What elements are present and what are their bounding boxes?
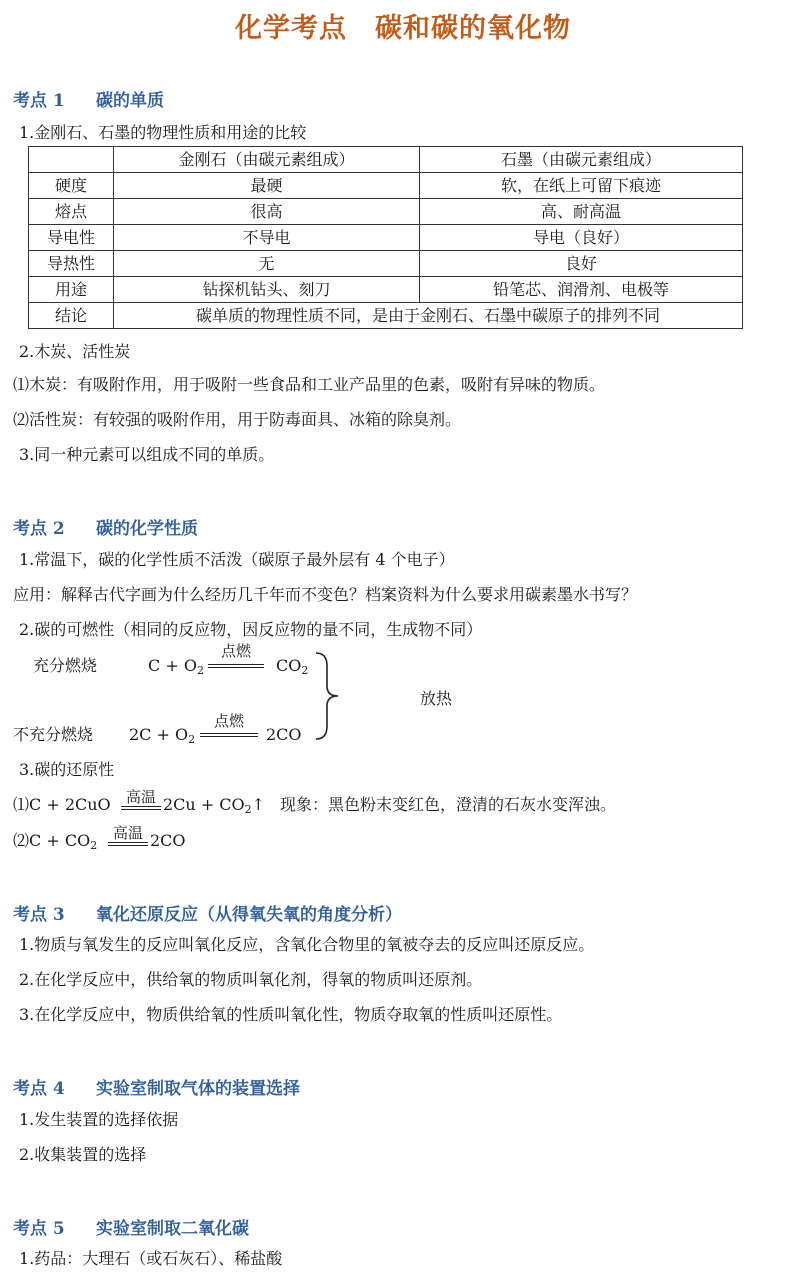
reaction-reactants: ⑵C + $CO_2$	[13, 831, 98, 852]
table-cell: 最硬	[114, 173, 420, 199]
paragraph: 3.碳的还原性	[19, 760, 115, 779]
reaction-condition: 高温	[112, 824, 143, 842]
section-4-heading	[13, 1074, 300, 1099]
section-name: 氧化还原反应（从得氧失氧的角度分析）	[96, 905, 402, 925]
table-header-cell	[29, 147, 114, 173]
heat-label: 放热	[420, 689, 453, 708]
section-number: 考点 4	[13, 1079, 65, 1099]
paragraph: 1.物质与氧发生的反应叫氧化反应，含氧化合物里的氧被夺去的反应叫还原反应。	[19, 935, 595, 954]
table-cell: 无	[114, 251, 420, 277]
table-cell: 很高	[114, 199, 420, 225]
table-cell: 熔点	[29, 199, 114, 225]
reaction-condition: 高温	[125, 788, 156, 806]
paragraph: 1.药品：大理石（或石灰石）、稀盐酸	[19, 1249, 283, 1268]
table-cell: 铅笔芯、润滑剂、电极等	[420, 277, 743, 303]
reaction-phenomenon: 现象：黑色粉末变红色，澄清的石灰水变浑浊。	[280, 795, 617, 814]
table-header-row	[29, 147, 743, 173]
right-brace-icon	[313, 650, 343, 742]
table-row	[29, 251, 743, 277]
paragraph: 应用：解释古代字画为什么经历几千年而不变色？档案资料为什么要求用碳素墨水书写？	[13, 585, 638, 604]
table-conclusion-cell: 碳单质的物理性质不同，是由于金刚石、石墨中碳原子的排列不同	[114, 303, 743, 329]
section-name: 实验室制取二氧化碳	[96, 1219, 249, 1239]
section-1-heading	[13, 86, 164, 111]
double-equals-sign	[121, 806, 161, 810]
section-name: 碳的化学性质	[96, 519, 198, 539]
reaction-label: 不充分燃烧	[13, 725, 94, 744]
paragraph: 3.同一种元素可以组成不同的单质。	[19, 445, 275, 464]
reaction-label: 充分燃烧	[33, 656, 98, 675]
table-cell: 结论	[29, 303, 114, 329]
section-2-heading	[13, 514, 198, 539]
table-cell: 硬度	[29, 173, 114, 199]
section-3-heading	[13, 900, 402, 925]
table-cell: 用途	[29, 277, 114, 303]
double-equals-sign	[108, 842, 148, 846]
section-number: 考点 5	[13, 1219, 65, 1239]
paragraph: 1.金刚石、石墨的物理性质和用途的比较	[19, 123, 307, 142]
section-name: 碳的单质	[96, 91, 164, 111]
reaction-condition: 点燃	[220, 642, 251, 660]
table-cell: 高、耐高温	[420, 199, 743, 225]
table-cell: 不导电	[114, 225, 420, 251]
double-equals-sign	[200, 733, 258, 737]
paragraph: 2.收集装置的选择	[19, 1145, 147, 1164]
paragraph: ⑴木炭：有吸附作用，用于吸附一些食品和工业产品里的色素，吸附有异味的物质。	[13, 375, 606, 394]
reaction-product: $CO_2$	[276, 656, 309, 677]
section-5-heading	[13, 1214, 249, 1239]
table-row	[29, 173, 743, 199]
table-row	[29, 199, 743, 225]
table-row	[29, 225, 743, 251]
paragraph: ⑵活性炭：有较强的吸附作用，用于防毒面具、冰箱的除臭剂。	[13, 410, 462, 429]
reaction-reactants: $C + O_2$	[148, 656, 204, 677]
paragraph: 2.在化学反应中，供给氧的物质叫氧化剂，得氧的物质叫还原剂。	[19, 970, 483, 989]
reaction-product: 2CO	[150, 831, 186, 850]
paragraph: 2.碳的可燃性（相同的反应物，因反应物的量不同，生成物不同）	[19, 620, 483, 639]
double-equals-sign	[208, 664, 264, 668]
paragraph: 1.发生装置的选择依据	[19, 1110, 179, 1129]
table-cell: 钻探机钻头、刻刀	[114, 277, 420, 303]
table-header-cell: 石墨（由碳元素组成）	[420, 147, 743, 173]
paragraph: 1.常温下，碳的化学性质不活泼（碳原子最外层有 4 个电子）	[19, 550, 455, 569]
table-header-cell: 金刚石（由碳元素组成）	[114, 147, 420, 173]
paragraph: 2.木炭、活性炭	[19, 342, 131, 361]
section-number: 考点 2	[13, 519, 65, 539]
page-title: 化学考点 碳和碳的氧化物	[235, 13, 571, 44]
table-conclusion-row	[29, 303, 743, 329]
table-cell: 导电性	[29, 225, 114, 251]
table-cell: 导电（良好）	[420, 225, 743, 251]
reaction-product: 2CO	[266, 725, 302, 744]
table-cell: 导热性	[29, 251, 114, 277]
table-cell: 良好	[420, 251, 743, 277]
reaction-product: $2Cu + CO_2↑$	[163, 795, 266, 816]
comparison-table	[28, 146, 743, 329]
paragraph: 3.在化学反应中，物质供给氧的性质叫氧化性，物质夺取氧的性质叫还原性。	[19, 1005, 563, 1024]
section-number: 考点 1	[13, 91, 65, 111]
section-name: 实验室制取气体的装置选择	[96, 1079, 300, 1099]
reaction-reactants: ⑴C + 2CuO	[13, 795, 111, 814]
table-cell: 软，在纸上可留下痕迹	[420, 173, 743, 199]
section-number: 考点 3	[13, 905, 65, 925]
reaction-reactants: $2C + O_2$	[129, 725, 196, 746]
reaction-condition: 点燃	[213, 712, 244, 730]
table-row	[29, 277, 743, 303]
